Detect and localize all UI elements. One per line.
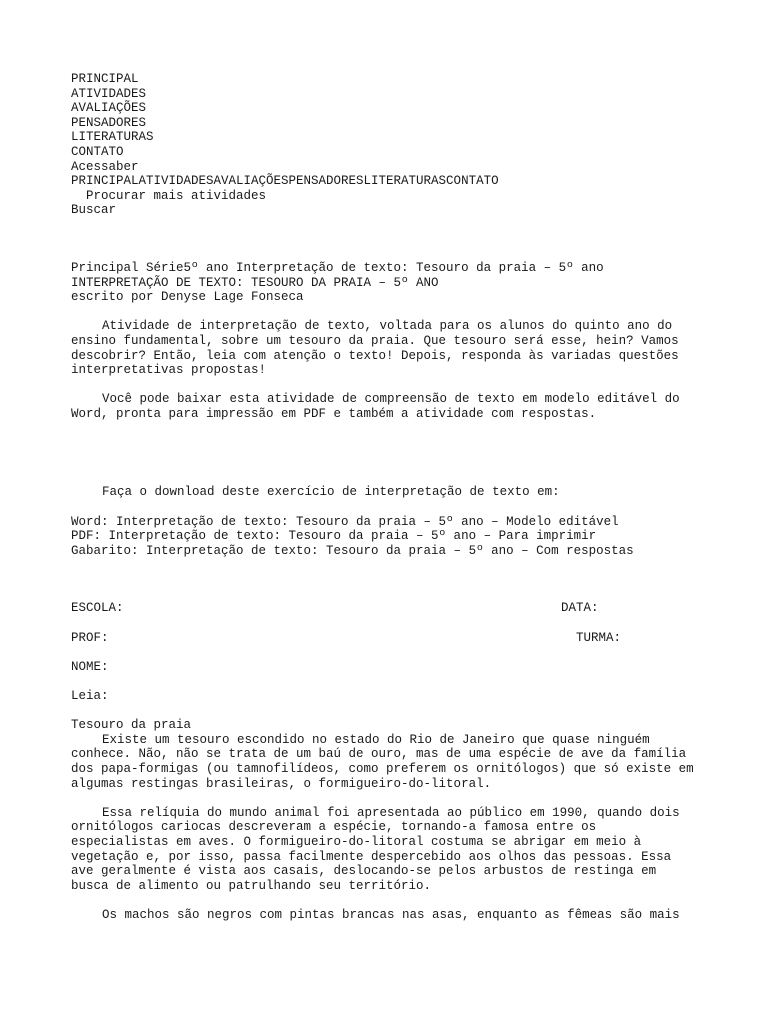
nav-item-literaturas[interactable]: LITERATURAS (71, 130, 154, 145)
leia-label: Leia: (71, 689, 109, 703)
spacer (71, 893, 701, 908)
spacer (71, 616, 701, 631)
page-title: INTERPRETAÇÃO DE TEXTO: TESOURO DA PRAIA – 5º ANO (71, 275, 439, 290)
nav-item-avaliacoes[interactable]: AVALIAÇÕES (71, 101, 147, 116)
nav-item-contato[interactable]: CONTATO (71, 144, 124, 159)
nav-item-atividades[interactable]: ATIVIDADES (71, 86, 147, 101)
site-logo-link[interactable]: Acessaber (71, 159, 139, 174)
breadcrumb[interactable]: Principal Série5º ano Interpretação de texto: Tesouro da praia – 5º ano (71, 260, 604, 275)
text-title: Tesouro da praia (71, 718, 192, 733)
search-button[interactable]: Buscar (71, 203, 117, 218)
spacer (71, 421, 701, 485)
escola-label: ESCOLA: (71, 601, 124, 616)
download-word-link[interactable]: Word: Interpretação de texto: Tesouro da praia – 5º ano – Modelo editável (71, 514, 619, 529)
data-label: DATA: (561, 601, 599, 616)
main-nav (71, 72, 701, 160)
byline: escrito por Denyse Lage Fonseca (71, 290, 304, 305)
combined-menu[interactable]: PRINCIPALATIVIDADESAVALIAÇÕESPENSADORESLITERATURASCONTATO (71, 174, 499, 189)
spacer (71, 218, 701, 261)
spacer (71, 704, 701, 719)
escola-row (71, 601, 701, 616)
prof-label: PROF: (71, 630, 109, 645)
nav-item-pensadores[interactable]: PENSADORES (71, 115, 147, 130)
text-paragraph-1: Existe um tesouro escondido no estado do Rio de Janeiro que quase ninguém conhece. Não, não se trata de um baú de ouro, mas de uma espécie de ave da família dos papa-formigas (ou tamnofilídeos, como preferem os ornitólogos) que só existe em algumas restingas brasileiras, o formigueiro-do-litoral. (71, 732, 694, 791)
spacer (71, 305, 701, 320)
download-gabarito-link[interactable]: Gabarito: Interpretação de texto: Tesouro da praia – 5º ano – Com respostas (71, 543, 634, 558)
spacer (71, 791, 701, 806)
spacer (71, 645, 701, 660)
download-note: Você pode baixar esta atividade de compreensão de texto em modelo editável do Word, pronta para impressão em PDF e também a atividade com respostas. (71, 392, 680, 421)
spacer (71, 674, 701, 689)
spacer (71, 558, 701, 601)
nav-item-principal[interactable]: PRINCIPAL (71, 72, 139, 86)
turma-label: TURMA: (576, 630, 622, 645)
page-content (71, 72, 701, 923)
spacer (71, 378, 701, 393)
spacer (71, 500, 701, 515)
prof-row (71, 631, 701, 646)
text-paragraph-3: Os machos são negros com pintas brancas nas asas, enquanto as fêmeas são mais (102, 907, 680, 922)
download-pdf-link[interactable]: PDF: Interpretação de texto: Tesouro da praia – 5º ano – Para imprimir (71, 529, 597, 544)
download-heading: Faça o download deste exercício de interpretação de texto em: (102, 485, 560, 500)
search-input[interactable]: Procurar mais atividades (71, 188, 267, 203)
intro-paragraph: Atividade de interpretação de texto, voltada para os alunos do quinto ano do ensino fundamental, sobre um tesouro da praia. Que tesouro será esse, hein? Vamos descobrir? Então, leia com atenção o texto! Depois, responda às variadas questões interpretativas propostas! (71, 319, 679, 378)
nome-label: NOME: (71, 659, 109, 674)
text-paragraph-2: Essa relíquia do mundo animal foi apresentada ao público em 1990, quando dois ornitólogos cariocas descreveram a espécie, tornando-a famosa entre os especialistas em aves. O formigueiro-do-litoral costuma se abrigar em meio à vegetação e, por isso, passa facilmente despercebido aos olhos das pessoas. Essa ave geralmente é vista aos casais, deslocando-se pelos arbustos de restinga em busca de alimento ou patrulhando seu território. (71, 805, 680, 893)
